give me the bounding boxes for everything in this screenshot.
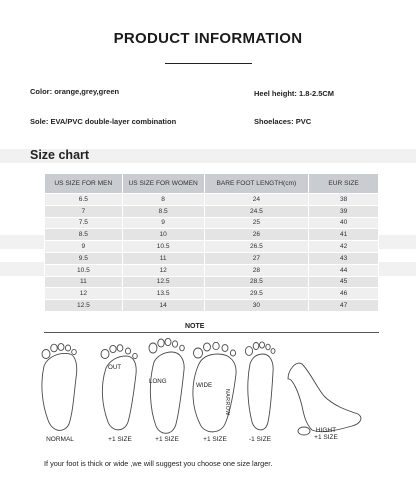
table-row [45, 288, 379, 300]
long-label: LONG [149, 378, 167, 385]
caption-normal: NORMAL [46, 436, 74, 443]
table-cell: 24 [204, 194, 309, 206]
table-cell: 9 [122, 217, 204, 229]
caption-narrow: -1 SIZE [248, 436, 272, 443]
foot-normal-outline [42, 344, 77, 431]
table-cell: 39 [309, 205, 379, 217]
table-cell: 14 [122, 300, 204, 312]
table-cell: 11 [122, 252, 204, 264]
column-header: US SIZE FOR WOMEN [122, 174, 204, 194]
size-chart-table [44, 173, 379, 312]
out-label: OUT [108, 364, 122, 371]
table-cell: 41 [309, 229, 379, 241]
caption-out: +1 SIZE [108, 436, 132, 443]
column-header: US SIZE FOR MEN [45, 174, 123, 194]
narrow-label: NARROW [224, 389, 230, 416]
table-cell: 47 [309, 300, 379, 312]
table-row [45, 205, 379, 217]
spec-color [30, 87, 119, 96]
table-cell: 12.5 [122, 276, 204, 288]
table-row [45, 264, 379, 276]
column-header: BARE FOOT LENGTH(cm) [204, 174, 309, 194]
table-cell: 24.5 [204, 205, 309, 217]
note-divider [44, 332, 379, 333]
spec-heel [254, 89, 334, 98]
table-cell: 27 [204, 252, 309, 264]
table-cell: 9 [45, 241, 123, 253]
spec-sole [30, 117, 176, 126]
table-cell: 26.5 [204, 241, 309, 253]
table-cell: 38 [309, 194, 379, 206]
table-row [45, 276, 379, 288]
table-cell: 45 [309, 276, 379, 288]
table-cell: 10.5 [45, 264, 123, 276]
spec-heel-label: Heel height: [254, 89, 297, 98]
hight-label: HIGHT [315, 427, 337, 434]
spec-laces-label: Shoelaces: [254, 117, 294, 126]
spec-sole-value: EVA/PVC double-layer combination [50, 117, 177, 126]
table-cell: 12 [45, 288, 123, 300]
page-title: PRODUCT INFORMATION [113, 30, 303, 47]
table-row [45, 194, 379, 206]
table-row [45, 217, 379, 229]
spec-laces [254, 117, 311, 126]
sizing-advice: If your foot is thick or wide ,we will suggest you choose one size larger. [44, 459, 273, 468]
table-cell: 11 [45, 276, 123, 288]
foot-long-outline [149, 338, 184, 433]
table-cell: 10 [122, 229, 204, 241]
spec-color-label: Color: [30, 87, 53, 96]
table-cell: 13.5 [122, 288, 204, 300]
table-cell: 44 [309, 264, 379, 276]
table-row [45, 300, 379, 312]
size-chart-title: Size chart [30, 148, 90, 162]
table-cell: 12.5 [45, 300, 123, 312]
table-cell: 8.5 [122, 205, 204, 217]
table-cell: 12 [122, 264, 204, 276]
spec-color-value: orange,grey,green [54, 87, 120, 96]
table-cell: 25 [204, 217, 309, 229]
table-cell: 8 [122, 194, 204, 206]
table-cell: 6.5 [45, 194, 123, 206]
table-cell: 8.5 [45, 229, 123, 241]
spec-sole-label: Sole: [30, 117, 49, 126]
note-title: NOTE [185, 323, 205, 330]
table-cell: 46 [309, 288, 379, 300]
table-cell: 7 [45, 205, 123, 217]
table-header-row [45, 174, 379, 194]
wide-label: WIDE [196, 382, 213, 389]
title-divider [165, 63, 252, 64]
table-cell: 26 [204, 229, 309, 241]
table-cell: 9.5 [45, 252, 123, 264]
table-cell: 29.5 [204, 288, 309, 300]
table-cell: 7.5 [45, 217, 123, 229]
table-cell: 43 [309, 252, 379, 264]
caption-long: +1 SIZE [155, 436, 179, 443]
table-cell: 28 [204, 264, 309, 276]
spec-laces-value: PVC [295, 117, 312, 126]
caption-high-instep [306, 427, 346, 441]
column-header: EUR SIZE [309, 174, 379, 194]
table-cell: 10.5 [122, 241, 204, 253]
caption-high-size: +1 SIZE [314, 434, 338, 441]
foot-high-instep-outline [288, 363, 361, 435]
table-cell: 28.5 [204, 276, 309, 288]
size-chart-body [45, 194, 379, 312]
table-cell: 40 [309, 217, 379, 229]
spec-heel-value: 1.8-2.5CM [299, 89, 335, 98]
table-cell: 42 [309, 241, 379, 253]
table-cell: 30 [204, 300, 309, 312]
foot-out-outline [101, 345, 137, 430]
table-row [45, 241, 379, 253]
foot-type-illustrations [30, 334, 390, 444]
caption-wide: +1 SIZE [203, 436, 227, 443]
table-row [45, 252, 379, 264]
table-row [45, 229, 379, 241]
foot-narrow-outline [245, 342, 275, 430]
